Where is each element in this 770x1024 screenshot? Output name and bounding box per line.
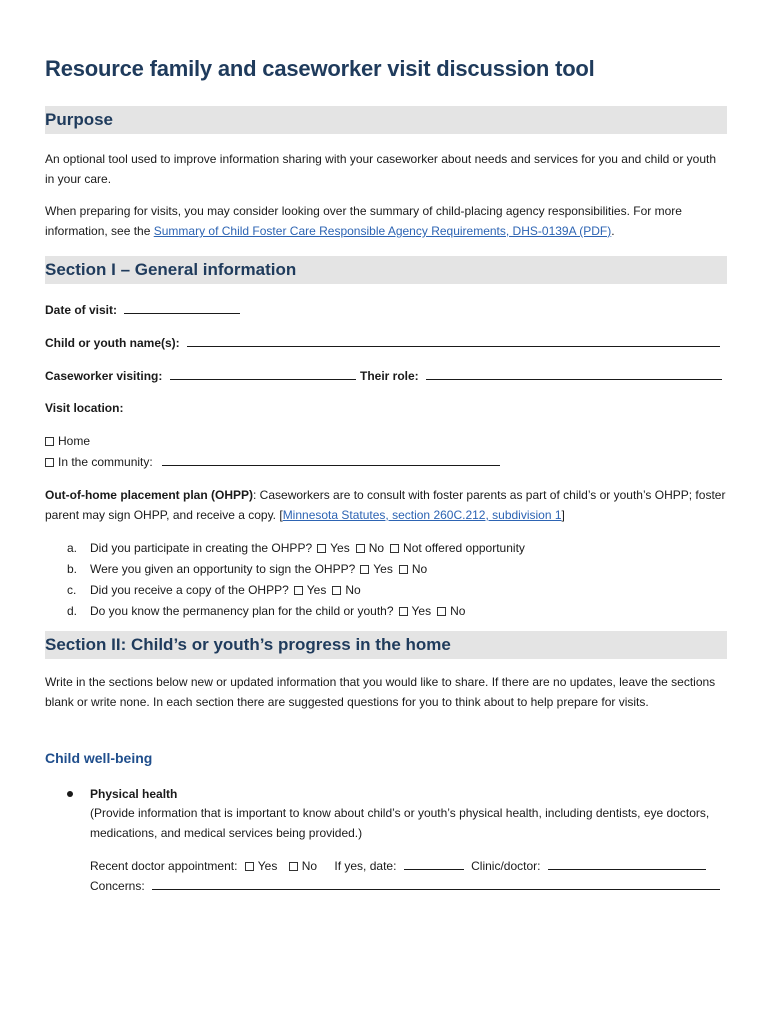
section2-heading: Section II: Child’s or youth’s progress in the home <box>45 635 451 654</box>
question-text: Do you know the permanency plan for the child or youth? <box>90 604 394 618</box>
option-no-checkbox[interactable] <box>399 565 408 574</box>
concerns-field[interactable] <box>152 877 720 890</box>
question-letter: c. <box>67 583 77 597</box>
purpose-heading: Purpose <box>45 110 114 129</box>
community-field[interactable] <box>162 453 500 466</box>
caseworker-row <box>45 366 356 386</box>
caseworker-label: Caseworker visiting: <box>45 369 163 383</box>
section1-heading-band <box>45 256 727 284</box>
option-label: Yes <box>306 583 327 597</box>
option-label: No <box>345 583 361 597</box>
question-letter: d. <box>67 604 78 618</box>
concerns-label: Concerns: <box>90 879 145 893</box>
question-text: Did you receive a copy of the OHPP? <box>90 583 289 597</box>
option-no-checkbox[interactable] <box>356 544 365 553</box>
appointment-yes-checkbox[interactable] <box>245 862 254 871</box>
section1-heading: Section I – General information <box>45 260 297 279</box>
option-not-offered-opportunity-checkbox[interactable] <box>390 544 399 553</box>
appointment-date-label: If yes, date: <box>334 859 397 873</box>
home-option <box>45 431 90 451</box>
child-wellbeing-heading: Child well-being <box>45 750 153 766</box>
ohpp-question-4 <box>67 601 465 621</box>
question-text: Did you participate in creating the OHPP? <box>90 541 313 555</box>
question-letter: a. <box>67 541 78 555</box>
option-label: Yes <box>373 562 393 576</box>
purpose-paragraph-1: An optional tool used to improve information sharing with your caseworker about needs and services for you and child or youth in your care. <box>45 152 717 186</box>
community-checkbox[interactable] <box>45 458 54 467</box>
caseworker-field[interactable] <box>170 367 356 380</box>
ohpp-text: : Caseworkers are to consult with foster parents as part of child’s or youth’s OHPP; foster parent may sign OHPP, and receive a copy. [ <box>45 488 726 522</box>
ohpp-question-1 <box>67 538 525 558</box>
purpose-paragraph-2 <box>45 201 727 241</box>
child-name-row <box>45 333 720 353</box>
appointment-no-checkbox[interactable] <box>289 862 298 871</box>
purpose-paragraph-2-text: When preparing for visits, you may consider looking over the summary of child-placing agency responsibilities. For more information, see the <box>45 204 682 238</box>
purpose-heading-band <box>45 106 727 134</box>
community-label: In the community: <box>58 455 153 469</box>
ohpp-paragraph <box>45 485 727 525</box>
question-letter: b. <box>67 562 78 576</box>
home-label: Home <box>58 434 91 448</box>
clinic-doctor-label: Clinic/doctor: <box>471 859 541 873</box>
doctor-appointment-row <box>90 856 706 876</box>
physical-health-title: Physical health <box>90 787 178 801</box>
option-label: No <box>450 604 466 618</box>
section2-intro: Write in the sections below new or updated information that you would like to share. If there are no updates, leave the sections blank or write none. In each section there are suggested questions for you to think about to help prepare for visits. <box>45 675 716 709</box>
date-of-visit-row <box>45 300 240 320</box>
option-label: Yes <box>330 541 350 555</box>
doctor-appointment-label: Recent doctor appointment: <box>90 859 238 873</box>
option-label: No <box>368 541 385 555</box>
appointment-no-label: No <box>301 859 318 873</box>
date-of-visit-label: Date of visit: <box>45 303 118 317</box>
appointment-yes-label: Yes <box>257 859 278 873</box>
ohpp-question-2 <box>67 559 427 579</box>
home-checkbox[interactable] <box>45 437 54 446</box>
minnesota-statutes-link[interactable]: Minnesota Statutes, section 260C.212, subdivision 1 <box>282 508 562 522</box>
role-label: Their role: <box>360 369 419 383</box>
ohpp-end: ] <box>561 508 565 522</box>
date-of-visit-field[interactable] <box>124 301 240 314</box>
ohpp-question-3 <box>67 580 361 600</box>
visit-location-label: Visit location: <box>45 401 124 415</box>
option-label: Not offered opportunity <box>403 541 525 555</box>
option-yes-checkbox[interactable] <box>360 565 369 574</box>
option-label: Yes <box>411 604 432 618</box>
question-text: Were you given an opportunity to sign the OHPP? <box>90 562 356 576</box>
purpose-paragraph-2-end: . <box>611 224 615 238</box>
child-name-field[interactable] <box>187 334 720 347</box>
bullet-icon <box>67 791 73 797</box>
option-label: No <box>411 562 428 576</box>
option-yes-checkbox[interactable] <box>294 586 303 595</box>
community-option <box>45 452 500 472</box>
option-no-checkbox[interactable] <box>332 586 341 595</box>
clinic-doctor-field[interactable] <box>548 857 706 870</box>
option-yes-checkbox[interactable] <box>317 544 326 553</box>
option-yes-checkbox[interactable] <box>399 607 408 616</box>
summary-requirements-link[interactable]: Summary of Child Foster Care Responsible Agency Requirements, DHS-0139A (PDF) <box>153 224 612 238</box>
ohpp-term: Out-of-home placement plan (OHPP) <box>45 488 254 502</box>
physical-health-description: (Provide information that is important to know about child’s or youth’s physical health, including dentists, eye doctors, medications, and medical services being provided.) <box>90 806 710 840</box>
page-title: Resource family and caseworker visit discussion tool <box>45 56 595 81</box>
section2-heading-band <box>45 631 727 659</box>
option-no-checkbox[interactable] <box>437 607 446 616</box>
role-field[interactable] <box>426 367 722 380</box>
concerns-row <box>90 876 720 896</box>
appointment-date-field[interactable] <box>404 857 464 870</box>
child-name-label: Child or youth name(s): <box>45 336 180 350</box>
role-row <box>360 366 722 386</box>
